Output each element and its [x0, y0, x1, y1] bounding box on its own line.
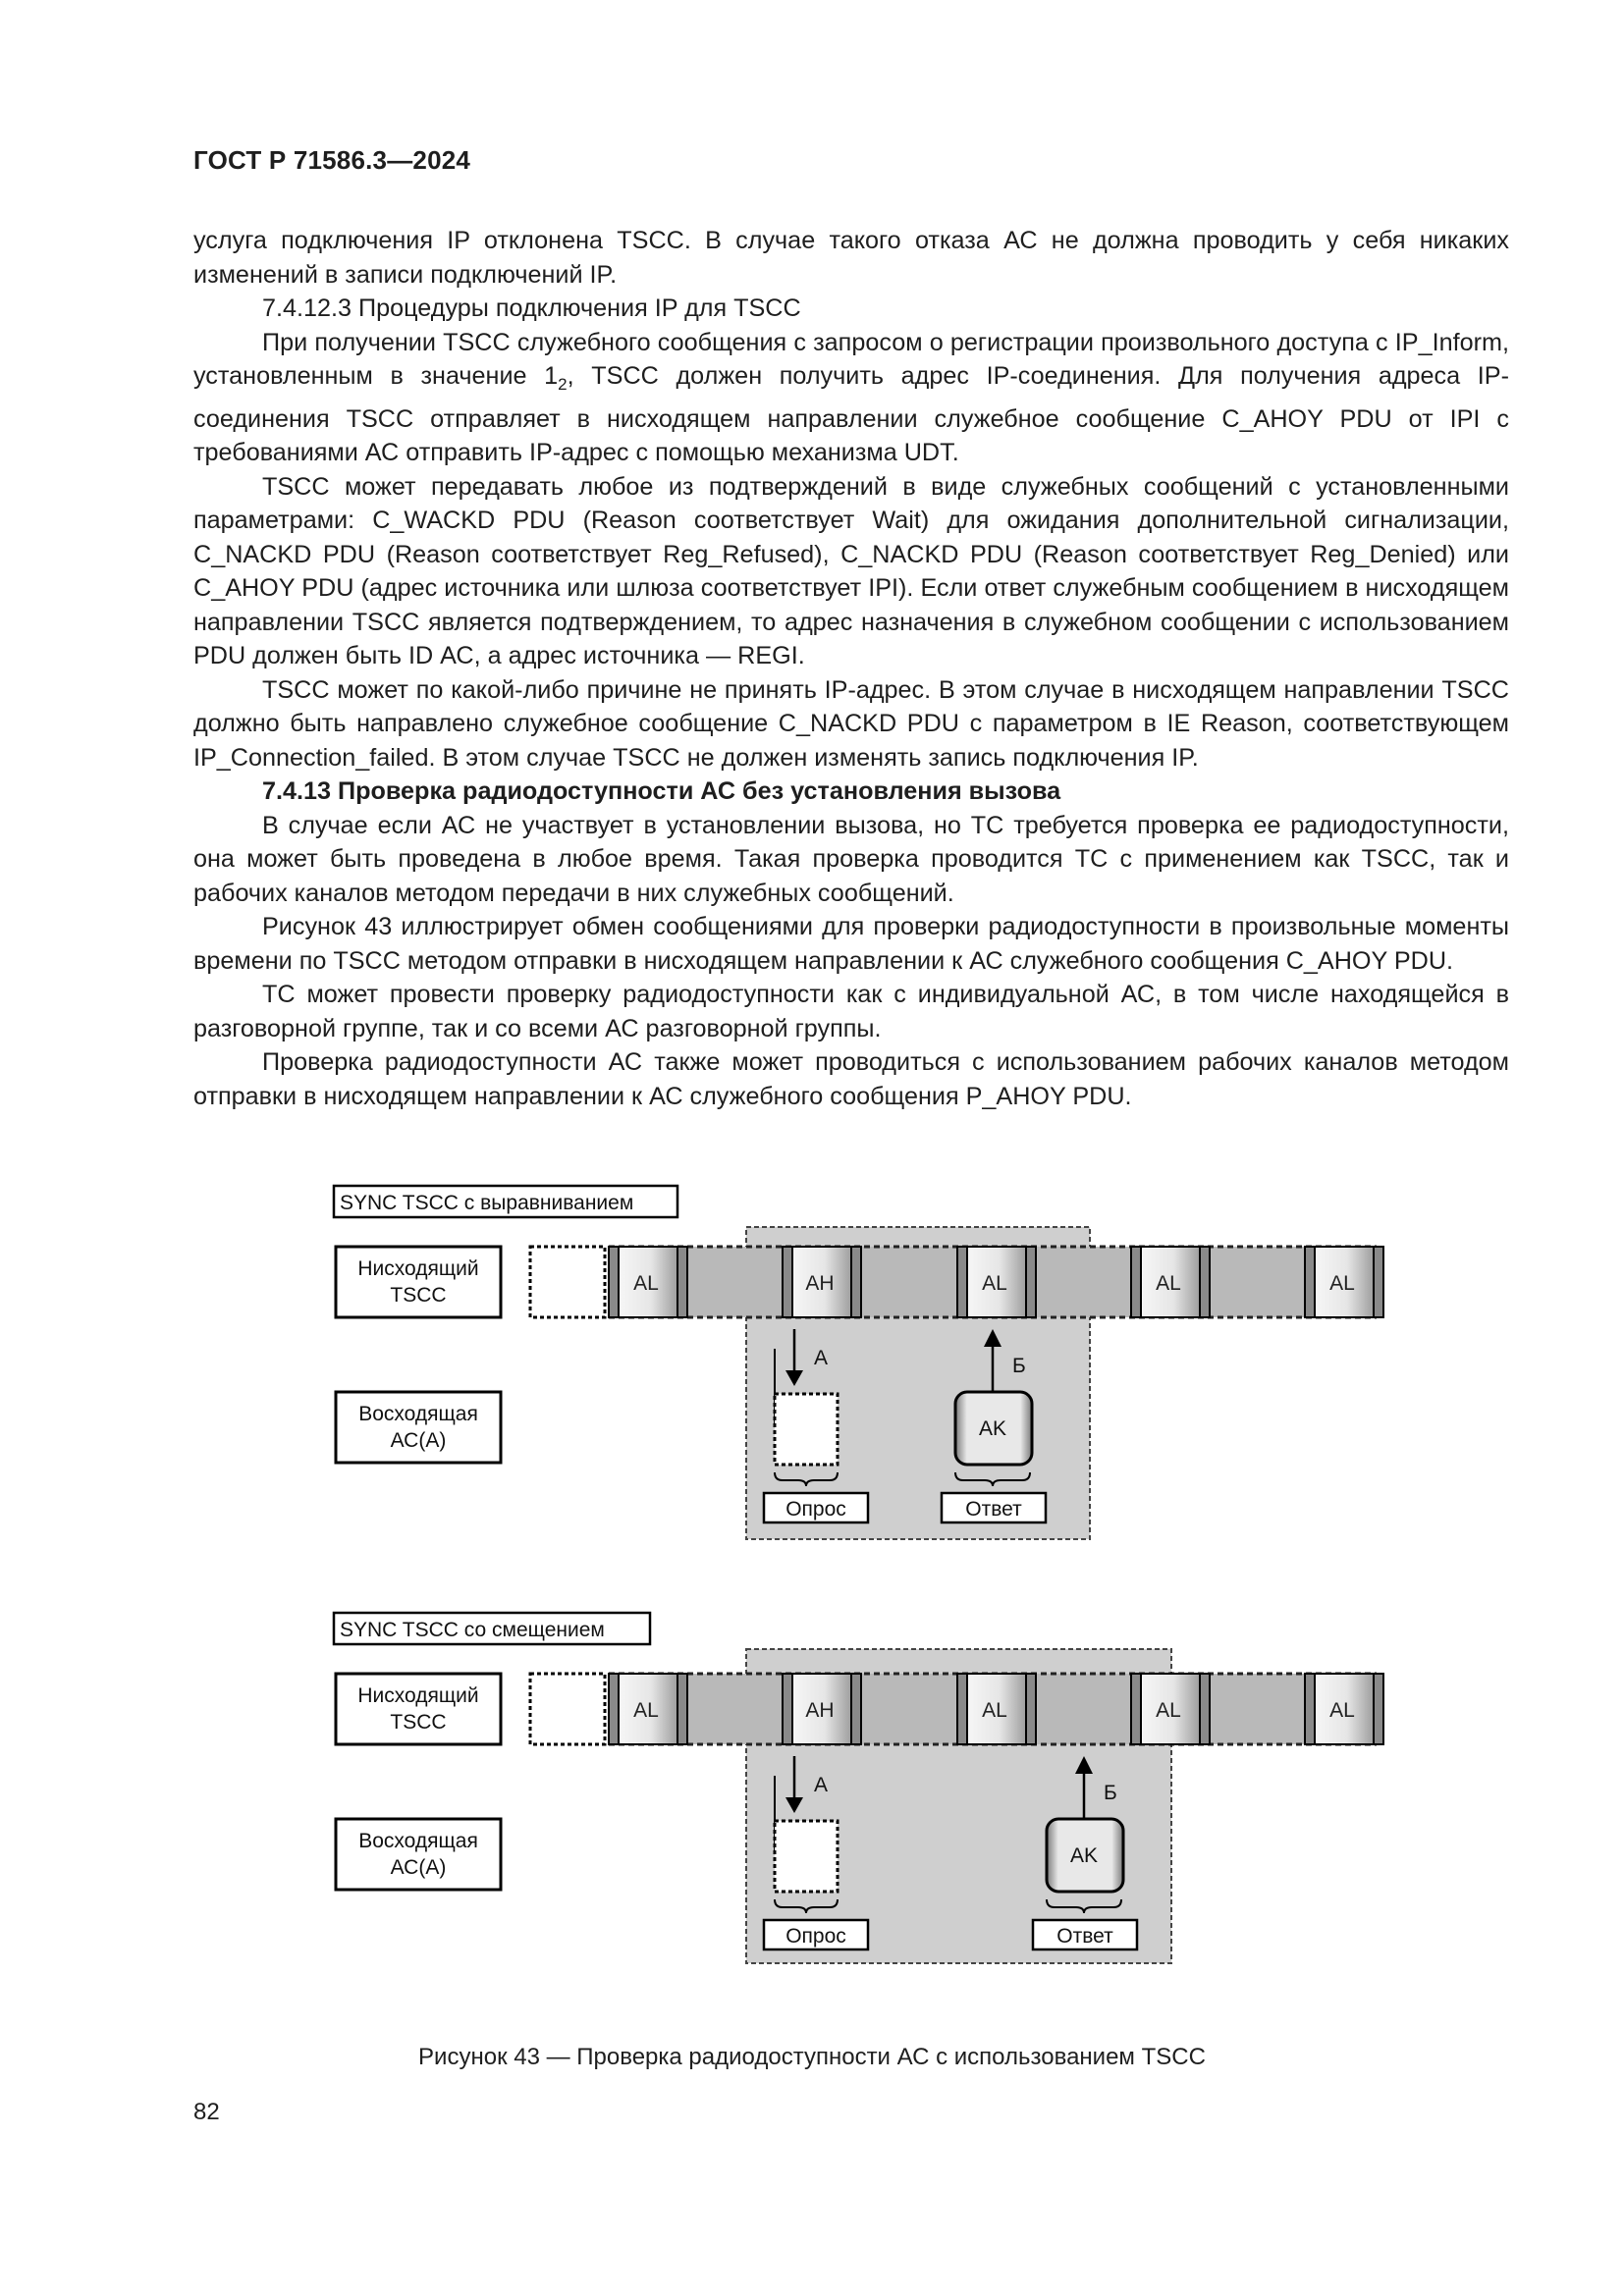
slot-sync-bar — [677, 1674, 687, 1744]
uplink-label-line1: Восходящая — [358, 1403, 478, 1425]
downlink-label-line1: Нисходящий — [357, 1257, 479, 1280]
slot-label: AH — [805, 1272, 835, 1295]
section-heading-7-4-13: 7.4.13 Проверка радиодоступности АС без установления вызова — [262, 777, 1061, 806]
paragraph: В случае если АС не участвует в установлении вызова, но ТС требуется проверка ее радиодоступности, она может быть проведена в любое время. Такая проверка проводится ТС с применением как TSCC, так и рабочих каналов методом передачи в них служебных сообщений. — [193, 811, 1509, 907]
request-label: Опрос — [785, 1498, 846, 1521]
slot-label: AH — [805, 1699, 835, 1722]
subscript: 2 — [558, 375, 568, 395]
document-header: ГОСТ Р 71586.3—2024 — [193, 145, 471, 175]
slot-sync-bar — [1305, 1247, 1315, 1317]
slot-sync-bar — [677, 1247, 687, 1317]
arrow-up-label: Б — [1104, 1782, 1117, 1804]
arrow-down-label: А — [814, 1347, 829, 1369]
paragraph: TSCC может по какой-либо причине не принять IP-адрес. В этом случае в нисходящем направлении TSCC должно быть направлено служебное сообщение C_NACKD PDU с параметром в IE Reason, соответствующем IP_Connection_failed. В этом случае TSCC не должен изменять запись подключения IP. — [193, 675, 1509, 772]
slot-sync-bar — [783, 1674, 792, 1744]
panel-offset — [334, 1613, 1383, 1963]
empty-slot — [530, 1674, 605, 1744]
ack-label: AK — [978, 1417, 1007, 1440]
slot-sync-bar — [1026, 1674, 1036, 1744]
paragraph — [193, 326, 1509, 470]
slot-label: AL — [1329, 1272, 1355, 1295]
figure-43-diagram — [314, 1168, 1404, 2032]
slot-sync-bar — [1200, 1674, 1210, 1744]
uplink-label-line1: Восходящая — [358, 1830, 478, 1852]
figure-caption: Рисунок 43 — Проверка радиодоступности АС с использованием TSCC — [418, 2044, 1206, 2070]
uplink-label-line2: АС(А) — [390, 1856, 447, 1879]
slot-sync-bar — [1131, 1247, 1141, 1317]
paragraph: Рисунок 43 иллюстрирует обмен сообщениями для проверки радиодоступности в произвольные моменты времени по TSCC методом отправки в нисходящем направлении к АС служебного сообщения C_AHOY PDU. — [193, 913, 1509, 975]
slot-sync-bar — [609, 1674, 619, 1744]
ack-label: AK — [1069, 1844, 1099, 1867]
slot-sync-bar — [1026, 1247, 1036, 1317]
paragraph: Проверка радиодоступности АС также может проводиться с использованием рабочих каналов методом отправки в нисходящем направлении к АС служебного сообщения P_AHOY PDU. — [193, 1048, 1509, 1110]
slot-label: AL — [982, 1699, 1007, 1722]
downlink-label-line2: TSCC — [390, 1711, 447, 1734]
request-slot — [775, 1821, 838, 1892]
slot-sync-bar — [1374, 1247, 1383, 1317]
paragraph: TSCC может передавать любое из подтверждений в виде служебных сообщений с установленными параметрами: C_WACKD PDU (Reason соответствует Wait) для ожидания дополнительной сигнализации, C_NACKD PDU (Reason соответствует Reg_Refused), C_NACKD PDU (Reason соответствует Reg_Denied) или C_AHOY PDU (адрес источника или шлюза соответствует IPI). Если ответ служебным сообщением в нисходящем направлении TSCC является подтверждением, то адрес назначения в служебном сообщении с использованием PDU должен быть ID АС, а адрес источника — REGI. — [193, 472, 1509, 670]
slot-sync-bar — [851, 1247, 861, 1317]
request-label: Опрос — [785, 1925, 846, 1948]
downlink-label-line1: Нисходящий — [357, 1684, 479, 1707]
slot-sync-bar — [783, 1247, 792, 1317]
body-text — [193, 224, 1509, 1113]
slot-label: AL — [1156, 1699, 1181, 1722]
section-heading-7-4-12-3: 7.4.12.3 Процедуры подключения IP для TSCC — [262, 294, 801, 322]
slot-sync-bar — [957, 1247, 967, 1317]
slot-label: AL — [982, 1272, 1007, 1295]
paragraph: услуга подключения IP отклонена TSCC. В случае такого отказа АС не должна проводить у себя никаких изменений в записи подключений IP. — [193, 227, 1509, 289]
arrow-down-label: А — [814, 1774, 829, 1796]
slot-sync-bar — [1200, 1247, 1210, 1317]
slot-sync-bar — [957, 1674, 967, 1744]
panel-title: SYNC TSCC с выравниванием — [340, 1192, 634, 1214]
slot-sync-bar — [1131, 1674, 1141, 1744]
response-label: Ответ — [965, 1498, 1022, 1521]
panel-title: SYNC TSCC со смещением — [340, 1619, 605, 1641]
slot-sync-bar — [851, 1674, 861, 1744]
arrow-up-label: Б — [1012, 1355, 1026, 1377]
slot-sync-bar — [1374, 1674, 1383, 1744]
paragraph: ТС может провести проверку радиодоступности как с индивидуальной АС, в том числе находящейся в разговорной группе, так и со всеми АС разговорной группы. — [193, 981, 1509, 1042]
panel-aligned — [334, 1186, 1383, 1539]
slot-label: AL — [633, 1272, 659, 1295]
empty-slot — [530, 1247, 605, 1317]
slot-label: AL — [1156, 1272, 1181, 1295]
downlink-label-line2: TSCC — [390, 1284, 447, 1307]
uplink-label-line2: АС(А) — [390, 1429, 447, 1452]
paragraph-part: , TSCC должен получить адрес IP-соединения. Для получения адреса IP-соединения TSCC отправляет в нисходящем направлении служебное сообщение C_AHOY PDU от IPI с требованиями АС отправить IP-адрес с помощью механизма UDT. — [193, 362, 1509, 467]
slot-sync-bar — [609, 1247, 619, 1317]
paragraph-part: При получении TSCC служебного сообщения с запросом о регистрации произвольного доступа с IP_Inform, установленным в значение 1 — [193, 328, 1509, 390]
slot-label: AL — [633, 1699, 659, 1722]
slot-sync-bar — [1305, 1674, 1315, 1744]
slot-label: AL — [1329, 1699, 1355, 1722]
page-number: 82 — [193, 2099, 220, 2125]
response-label: Ответ — [1056, 1925, 1113, 1948]
request-slot — [775, 1394, 838, 1465]
